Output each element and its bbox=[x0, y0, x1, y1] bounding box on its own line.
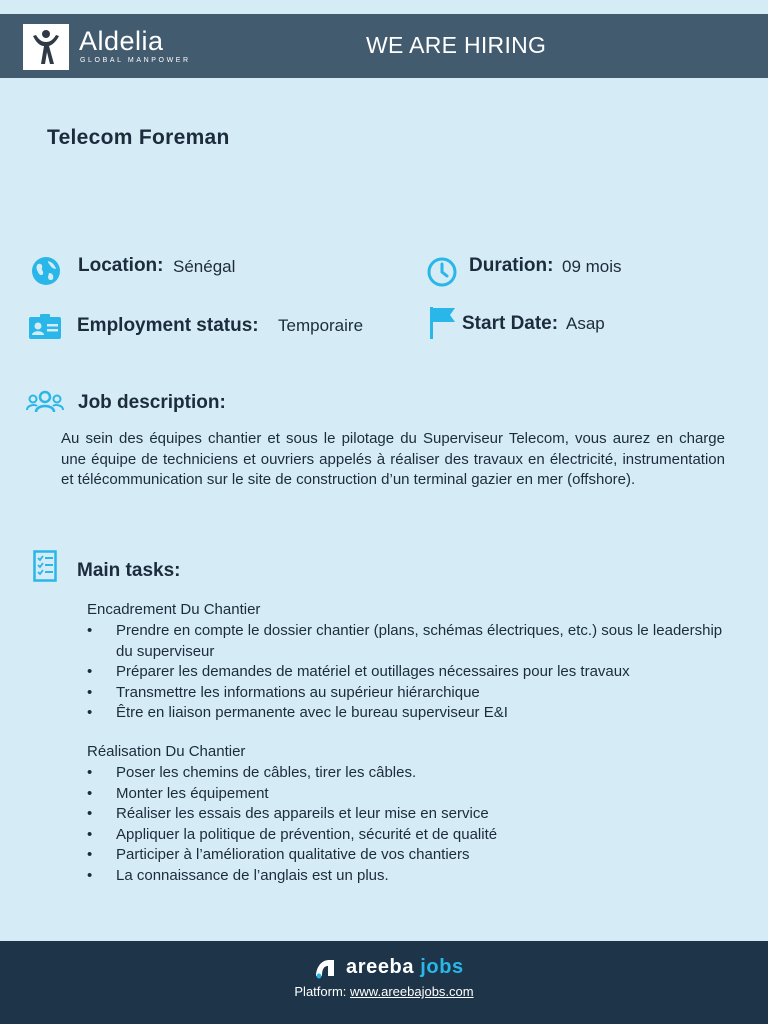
duration-label: Duration: bbox=[469, 255, 554, 276]
areeba-logo-icon bbox=[313, 956, 337, 980]
job-description-text: Au sein des équipes chantier et sous le pilotage du Superviseur Telecom, vous aurez en charge une équipe de techniciens et ouvriers appelés à réaliser des travaux en électricité, instrumentation et télécommunication sur le site de construction d’un terminal gazier en mer (offshore). bbox=[61, 430, 725, 488]
checklist-icon bbox=[33, 550, 57, 587]
areeba-brand bbox=[346, 956, 464, 979]
list-item: • Monter les équipement bbox=[87, 784, 727, 805]
list-item: • Poser les chemins de câbles, tirer les câbles. bbox=[87, 763, 727, 784]
areeba-brand-accent: jobs bbox=[420, 956, 464, 978]
platform-line bbox=[0, 984, 768, 999]
platform-link[interactable]: www.areebajobs.com bbox=[350, 984, 474, 999]
id-card-icon bbox=[28, 314, 62, 345]
aldelia-logo-icon bbox=[23, 24, 69, 70]
list-item: • Être en liaison permanente avec le bureau superviseur E&I bbox=[87, 703, 727, 724]
section-title-realisation: Réalisation Du Chantier bbox=[87, 743, 246, 760]
brand-tagline: GLOBAL MANPOWER bbox=[80, 57, 191, 64]
footer bbox=[0, 941, 768, 1024]
brand-name: Aldelia bbox=[79, 26, 164, 56]
flag-icon bbox=[429, 306, 457, 345]
list-item: • Transmettre les informations au supérieur hiérarchique bbox=[87, 683, 727, 704]
main-tasks-heading: Main tasks: bbox=[77, 560, 181, 581]
globe-icon bbox=[30, 255, 62, 292]
start-date-label: Start Date: bbox=[462, 313, 559, 334]
hiring-banner: WE ARE HIRING bbox=[366, 32, 547, 58]
people-icon bbox=[26, 388, 64, 421]
list-item: • Préparer les demandes de matériel et outillages nécessaires pour les travaux bbox=[87, 662, 727, 683]
clock-icon bbox=[426, 256, 458, 293]
areeba-brand-main: areeba bbox=[346, 956, 415, 978]
employment-status-label: Employment status: bbox=[77, 315, 259, 336]
location-label: Location: bbox=[78, 255, 164, 276]
start-date-value: Asap bbox=[566, 314, 605, 333]
list-item: • Appliquer la politique de prévention, sécurité et de qualité bbox=[87, 825, 727, 846]
list-item: • Prendre en compte le dossier chantier (plans, schémas électriques, etc.) sous le leadership du superviseur bbox=[87, 621, 727, 662]
platform-label: Platform: bbox=[294, 984, 347, 999]
task-list-realisation bbox=[87, 763, 727, 886]
job-description-heading: Job description: bbox=[78, 392, 226, 413]
list-item: • La connaissance de l’anglais est un plus. bbox=[87, 866, 727, 887]
list-item: • Réaliser les essais des appareils et leur mise en service bbox=[87, 804, 727, 825]
task-list-encadrement bbox=[87, 621, 727, 724]
header bbox=[0, 14, 768, 78]
duration-value: 09 mois bbox=[562, 257, 622, 276]
location-value: Sénégal bbox=[173, 257, 236, 276]
job-title: Telecom Foreman bbox=[47, 126, 230, 149]
employment-status-value: Temporaire bbox=[278, 316, 364, 335]
section-title-encadrement: Encadrement Du Chantier bbox=[87, 601, 261, 618]
list-item: • Participer à l’amélioration qualitative de vos chantiers bbox=[87, 845, 727, 866]
